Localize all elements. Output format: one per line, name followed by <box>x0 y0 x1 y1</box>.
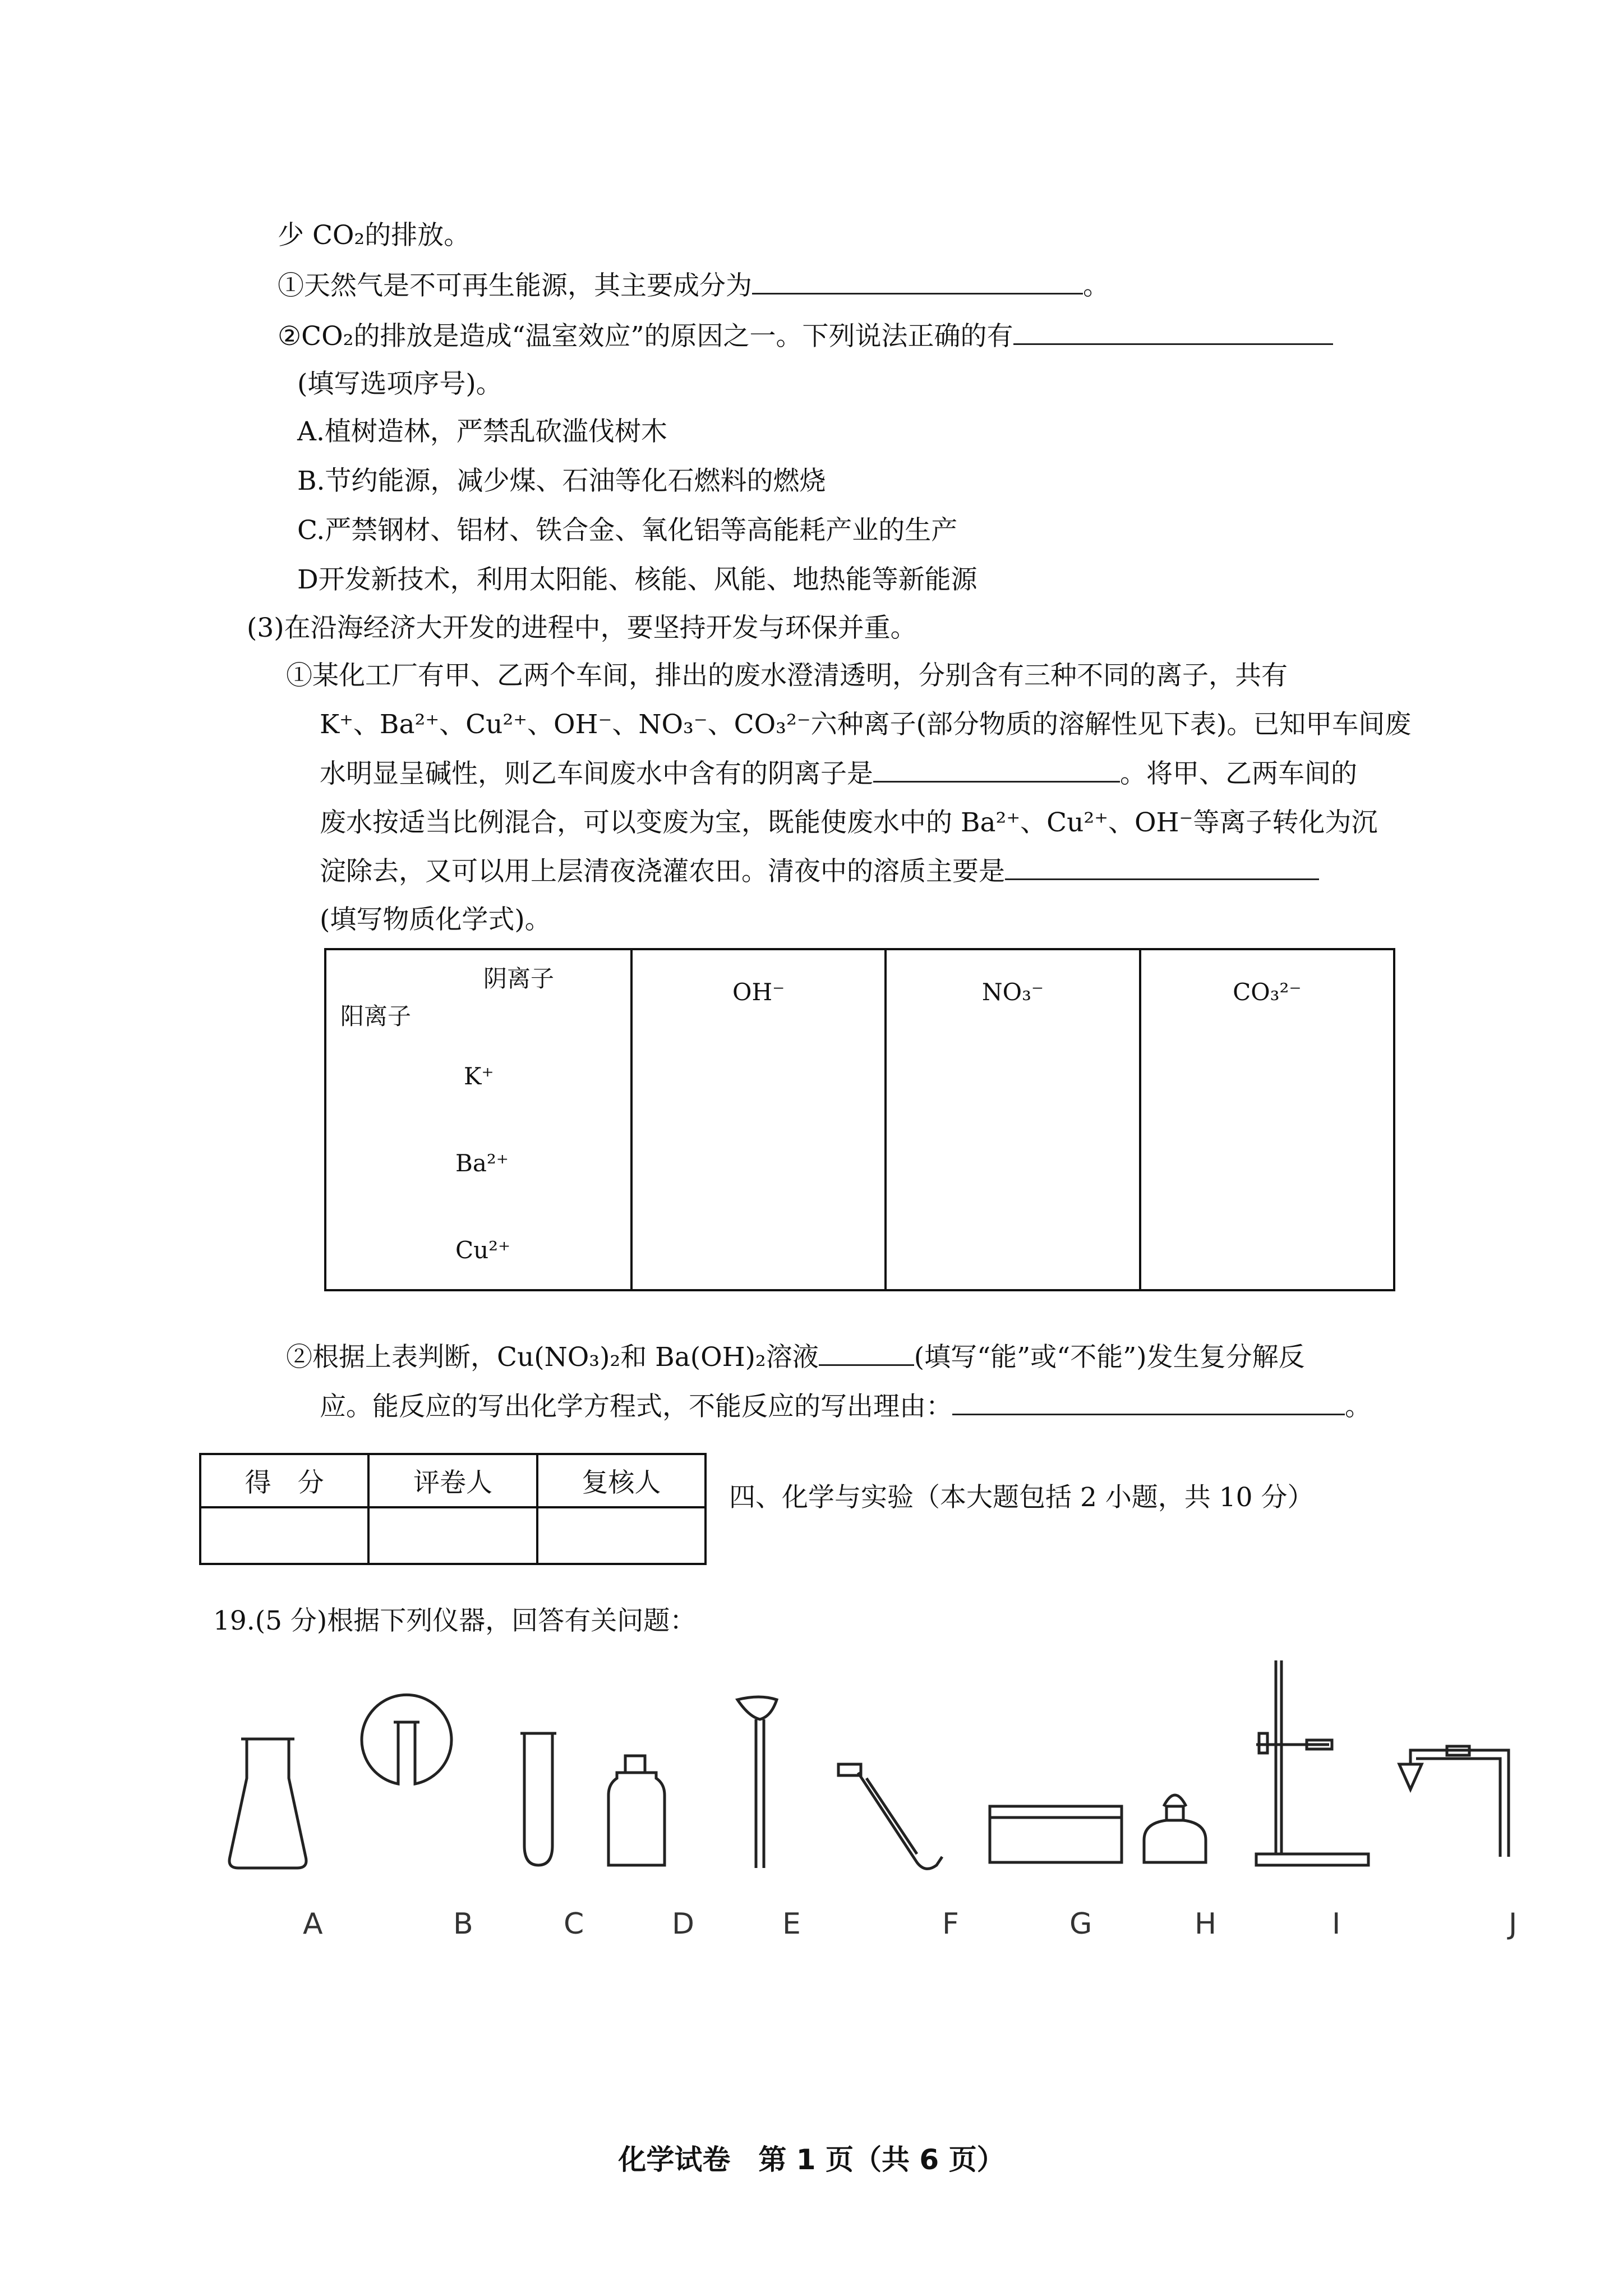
question-19: 19.(5 分)根据下列仪器，回答有关问题： <box>213 1605 697 1636</box>
apparatus-label-h: H <box>1195 1907 1217 1941</box>
reagent-bottle-icon <box>608 1756 665 1865</box>
question-text: (填写“能”或“不能”)发生复分解反 <box>914 1342 1305 1373</box>
question-3: (3)在沿海经济大开发的进程中，要坚持开发与环保并重。 <box>247 613 917 643</box>
anion-oh: OH⁻ <box>631 949 886 1290</box>
question-natural-gas <box>278 269 1109 303</box>
cation-header: 阳离子 <box>340 1002 412 1030</box>
cation-k: K⁺ <box>464 1062 494 1090</box>
question-text: 应。能反应的写出化学方程式，不能反应的写出理由： <box>320 1391 952 1422</box>
answer-blank[interactable] <box>1013 321 1333 345</box>
question-3-2-line1 <box>286 1341 1305 1374</box>
option-a: A.植树造林，严禁乱砍滥伐树木 <box>297 416 667 447</box>
answer-blank[interactable] <box>752 270 1083 295</box>
apparatus-label-i: I <box>1332 1907 1341 1941</box>
grader-cell[interactable] <box>368 1507 537 1564</box>
bent-delivery-tube-icon <box>838 1764 942 1869</box>
table-header-cell <box>325 949 631 1290</box>
question-text-end: 。 <box>1083 270 1109 301</box>
solubility-table <box>324 948 1395 1291</box>
apparatus-label-a: A <box>303 1907 323 1941</box>
option-c: C.严禁钢材、铝材、铁合金、氧化铝等高能耗产业的生产 <box>297 515 958 546</box>
apparatus-label-c: C <box>564 1907 584 1941</box>
question-greenhouse <box>278 320 1333 353</box>
apparatus-label-b: B <box>453 1907 473 1941</box>
test-tube-icon <box>520 1733 556 1865</box>
apparatus-label-f: F <box>942 1907 959 1941</box>
question-3-1-line3 <box>320 757 1357 791</box>
apparatus-drawings <box>213 1644 1559 1902</box>
question-text: 淀除去，又可以用上层清夜浇灌农田。清夜中的溶质主要是 <box>320 856 1005 887</box>
anion-header: 阴离子 <box>483 965 555 992</box>
round-bottom-flask-icon <box>362 1695 451 1784</box>
apparatus-label-d: D <box>672 1907 695 1941</box>
answer-blank[interactable] <box>873 758 1120 783</box>
checker-cell[interactable] <box>537 1507 706 1564</box>
alcohol-lamp-icon <box>1144 1795 1206 1862</box>
checker-header: 复核人 <box>537 1454 706 1507</box>
question-text: ②CO₂的排放是造成“温室效应”的原因之一。下列说法正确的有 <box>278 321 1013 352</box>
question-3-1-line1: ①某化工厂有甲、乙两个车间，排出的废水澄清透明，分别含有三种不同的离子，共有 <box>286 660 1288 691</box>
apparatus-label-e: E <box>782 1907 801 1941</box>
question-3-1-line6: (填写物质化学式)。 <box>320 904 551 935</box>
long-neck-funnel-icon <box>737 1697 777 1868</box>
question-3-2-line2 <box>320 1390 1371 1424</box>
answer-blank[interactable] <box>952 1391 1345 1415</box>
answer-blank[interactable] <box>1005 856 1319 880</box>
question-hint: (填写选项序号)。 <box>297 369 502 399</box>
page-footer: 化学试卷 第 1 页（共 6 页） <box>618 2143 1005 2176</box>
text-line-co2: 少 CO₂的排放。 <box>278 220 471 251</box>
water-trough-icon <box>990 1806 1122 1862</box>
question-3-1-line5 <box>320 855 1319 889</box>
option-d: D开发新技术，利用太阳能、核能、风能、地热能等新能源 <box>297 564 978 595</box>
cation-cu: Cu²⁺ <box>455 1236 511 1264</box>
score-header: 得 分 <box>200 1454 368 1507</box>
question-3-1-line4: 废水按适当比例混合，可以变废为宝，既能使废水中的 Ba²⁺、Cu²⁺、OH⁻等离子转化为沉 <box>320 807 1378 838</box>
score-table <box>199 1453 707 1565</box>
apparatus-label-g: G <box>1069 1907 1092 1941</box>
iron-stand-icon <box>1256 1660 1368 1865</box>
question-text: 。 <box>1345 1391 1371 1422</box>
rubber-stopper-tube-icon <box>1399 1746 1509 1857</box>
question-text: ①天然气是不可再生能源，其主要成分为 <box>278 270 752 301</box>
answer-blank[interactable] <box>819 1342 914 1366</box>
anion-no3: NO₃⁻ <box>886 949 1140 1290</box>
question-text: ②根据上表判断，Cu(NO₃)₂和 Ba(OH)₂溶液 <box>286 1342 819 1373</box>
section-4-title: 四、化学与实验（本大题包括 2 小题，共 10 分） <box>729 1482 1314 1513</box>
cation-ba: Ba²⁺ <box>455 1149 509 1177</box>
anion-co3: CO₃²⁻ <box>1140 949 1394 1290</box>
apparatus-label-j: J <box>1509 1907 1518 1941</box>
grader-header: 评卷人 <box>368 1454 537 1507</box>
question-text: 。将甲、乙两车间的 <box>1120 758 1357 789</box>
question-3-1-line2: K⁺、Ba²⁺、Cu²⁺、OH⁻、NO₃⁻、CO₃²⁻六种离子(部分物质的溶解性见下表)。已知甲车间废 <box>320 709 1412 740</box>
option-b: B.节约能源，减少煤、石油等化石燃料的燃烧 <box>297 466 826 496</box>
question-text: 水明显呈碱性，则乙车间废水中含有的阴离子是 <box>320 758 873 789</box>
conical-flask-icon <box>229 1739 306 1868</box>
score-cell[interactable] <box>200 1507 368 1564</box>
